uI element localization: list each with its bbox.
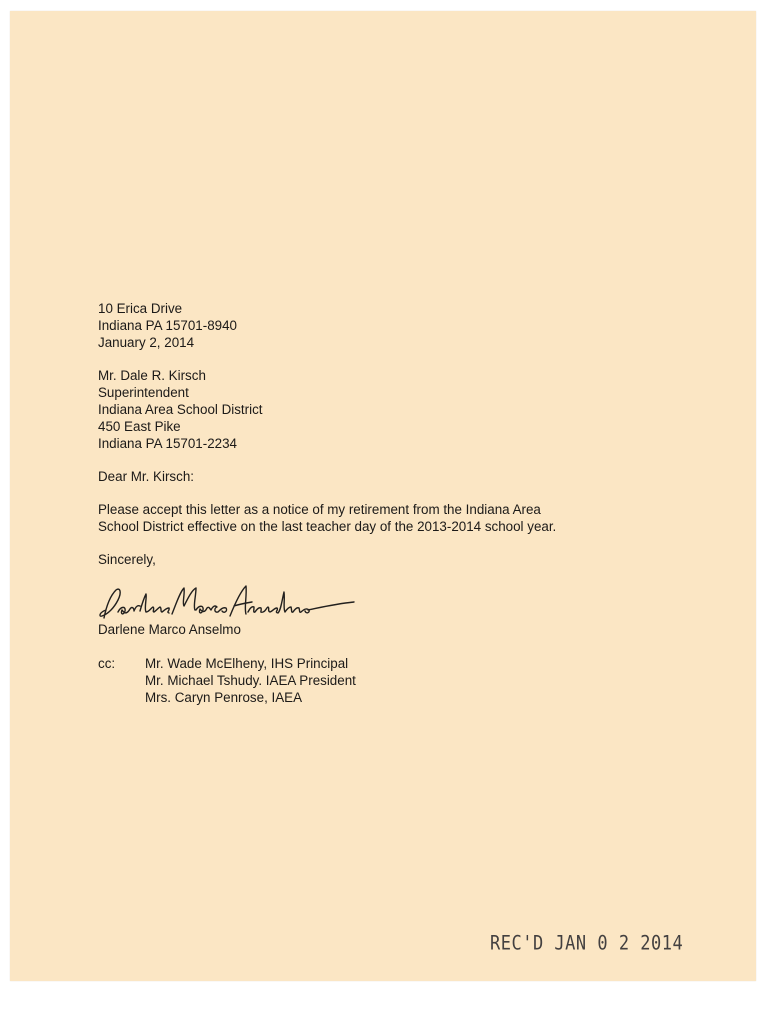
cc-label: cc: xyxy=(98,656,116,671)
sender-city-zip: Indiana PA 15701-8940 xyxy=(98,318,237,333)
cc-block xyxy=(98,655,356,706)
body-paragraph xyxy=(98,501,658,535)
cc-recipient: Mr. Wade McElheny, IHS Principal xyxy=(145,656,349,671)
recipient-title: Superintendent xyxy=(98,385,189,400)
letter-body xyxy=(98,300,658,568)
body-line-1: Please accept this letter as a notice of my retirement from the Indiana Area xyxy=(98,502,541,517)
recipient-city-zip: Indiana PA 15701-2234 xyxy=(98,436,237,451)
letter-date: January 2, 2014 xyxy=(98,335,195,350)
cc-recipient: Mr. Michael Tshudy. IAEA President xyxy=(145,673,356,688)
signer-name: Darlene Marco Anselmo xyxy=(98,622,241,637)
sender-address xyxy=(98,300,658,351)
closing-text: Sincerely, xyxy=(98,552,156,567)
recipient-street: 450 East Pike xyxy=(98,419,181,434)
recipient-address xyxy=(98,367,658,452)
handwritten-signature xyxy=(96,578,358,626)
recipient-name: Mr. Dale R. Kirsch xyxy=(98,368,206,383)
cc-recipients xyxy=(145,655,356,706)
salutation-text: Dear Mr. Kirsch: xyxy=(98,469,194,484)
received-date-stamp: REC'D JAN 0 2 2014 xyxy=(490,932,684,955)
cc-recipient: Mrs. Caryn Penrose, IAEA xyxy=(145,690,303,705)
salutation xyxy=(98,468,658,485)
closing xyxy=(98,551,658,568)
sender-street: 10 Erica Drive xyxy=(98,301,183,316)
recipient-organization: Indiana Area School District xyxy=(98,402,263,417)
body-line-2: School District effective on the last teacher day of the 2013-2014 school year. xyxy=(98,519,557,534)
